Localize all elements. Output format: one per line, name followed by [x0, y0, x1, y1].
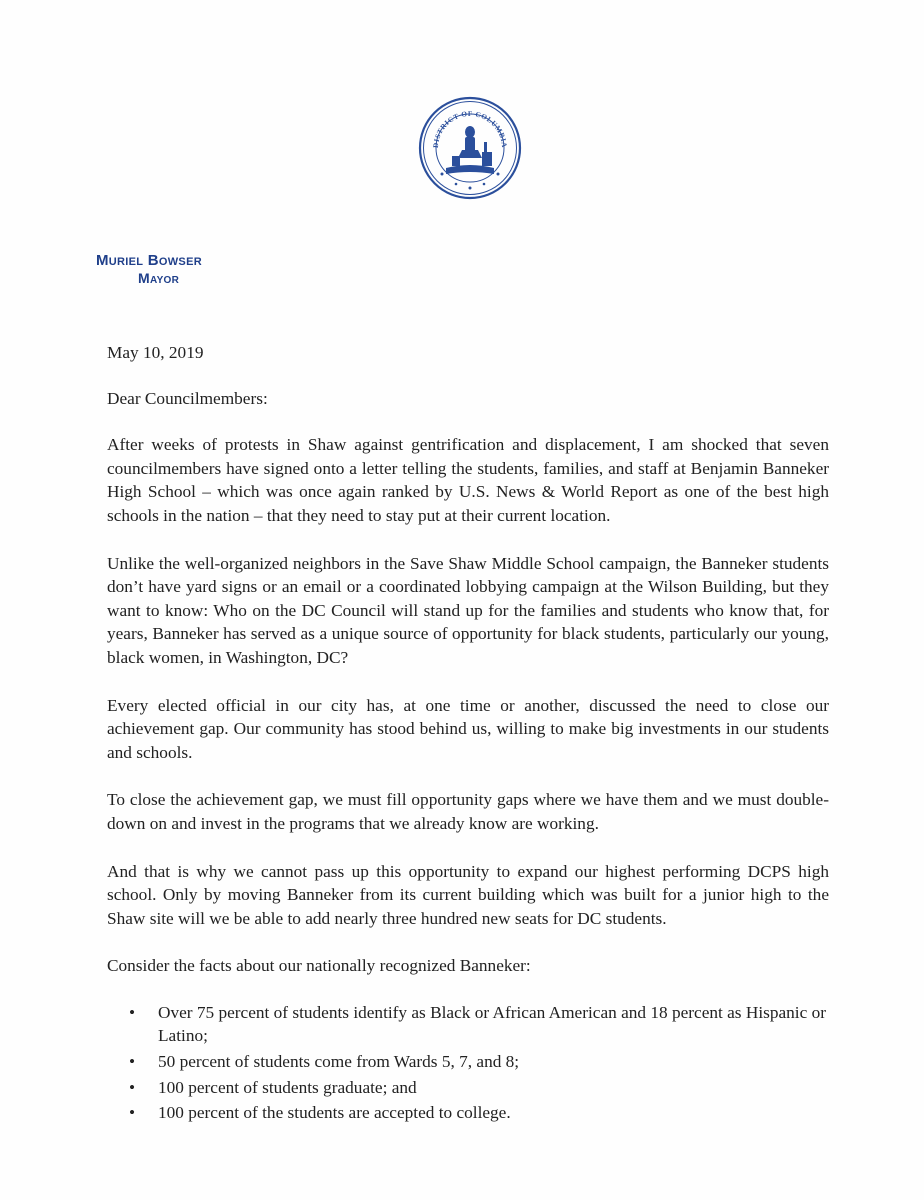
mayor-title: Mayor [138, 270, 180, 286]
mayor-name: Muriel Bowser [96, 252, 202, 269]
seal-emblem [446, 126, 494, 174]
list-item [107, 1076, 829, 1100]
paragraph-opportunity-gaps: To close the achievement gap, we must fill opportunity gaps where we have them and we must double-down on and invest in the programs that we already know are working. [107, 790, 829, 833]
paragraph-protests: After weeks of protests in Shaw against gentrification and displacement, I am shocked that seven councilmembers have signed onto a letter telling the students, families, and staff at Benjamin Banneker High School – which was once again ranked by U.S. News & World Report as one of the best high schools in the nation – that they need to stay put at their current location. [107, 435, 829, 525]
paragraph-banneker-students: Unlike the well-organized neighbors in the Save Shaw Middle School campaign, the Banneker students don’t have yard signs or an email or a coordinated lobbying campaign at the Wilson Building, but they want to know: Who on the DC Council will stand up for the families and students who know that, for years, Banneker has served as a unique source of opportunity for black students, particularly our young, black women, in Washington, DC? [107, 553, 829, 667]
fact-text: 50 percent of students come from Wards 5, 7, and 8; [158, 1052, 520, 1072]
bullet-icon: • [129, 1052, 136, 1072]
paragraph-achievement-gap: Every elected official in our city has, at one time or another, discussed the need to close our achievement gap. Our community has stood behind us, willing to make big investments in our students and schools. [107, 695, 829, 762]
bullet-icon: • [129, 1077, 136, 1097]
facts-list [107, 1001, 829, 1125]
fact-text: 100 percent of the students are accepted to college. [158, 1103, 511, 1123]
list-item [107, 1001, 829, 1048]
salutation: Dear Councilmembers: [107, 388, 268, 408]
bullet-icon: • [129, 1103, 136, 1123]
district-of-columbia-seal [418, 96, 522, 200]
fact-text: Over 75 percent of students identify as Black or African American and 18 percent as Hispanic or Latino; [158, 1002, 826, 1046]
fact-text: 100 percent of students graduate; and [158, 1077, 417, 1097]
seal-text: DISTRICT OF COLUMBIA [431, 109, 509, 149]
facts-intro: Consider the facts about our nationally recognized Banneker: [107, 956, 531, 976]
letter-body [107, 341, 829, 1127]
letterhead [96, 252, 202, 286]
list-item [107, 1101, 829, 1125]
list-item [107, 1050, 829, 1074]
paragraph-expansion: And that is why we cannot pass up this opportunity to expand our highest performing DCPS high school. Only by moving Banneker from its current building which was built for a junior high to the Shaw site will we be able to add nearly three hundred new seats for DC students. [107, 861, 829, 928]
letter-date: May 10, 2019 [107, 343, 204, 362]
bullet-icon: • [129, 1002, 136, 1022]
